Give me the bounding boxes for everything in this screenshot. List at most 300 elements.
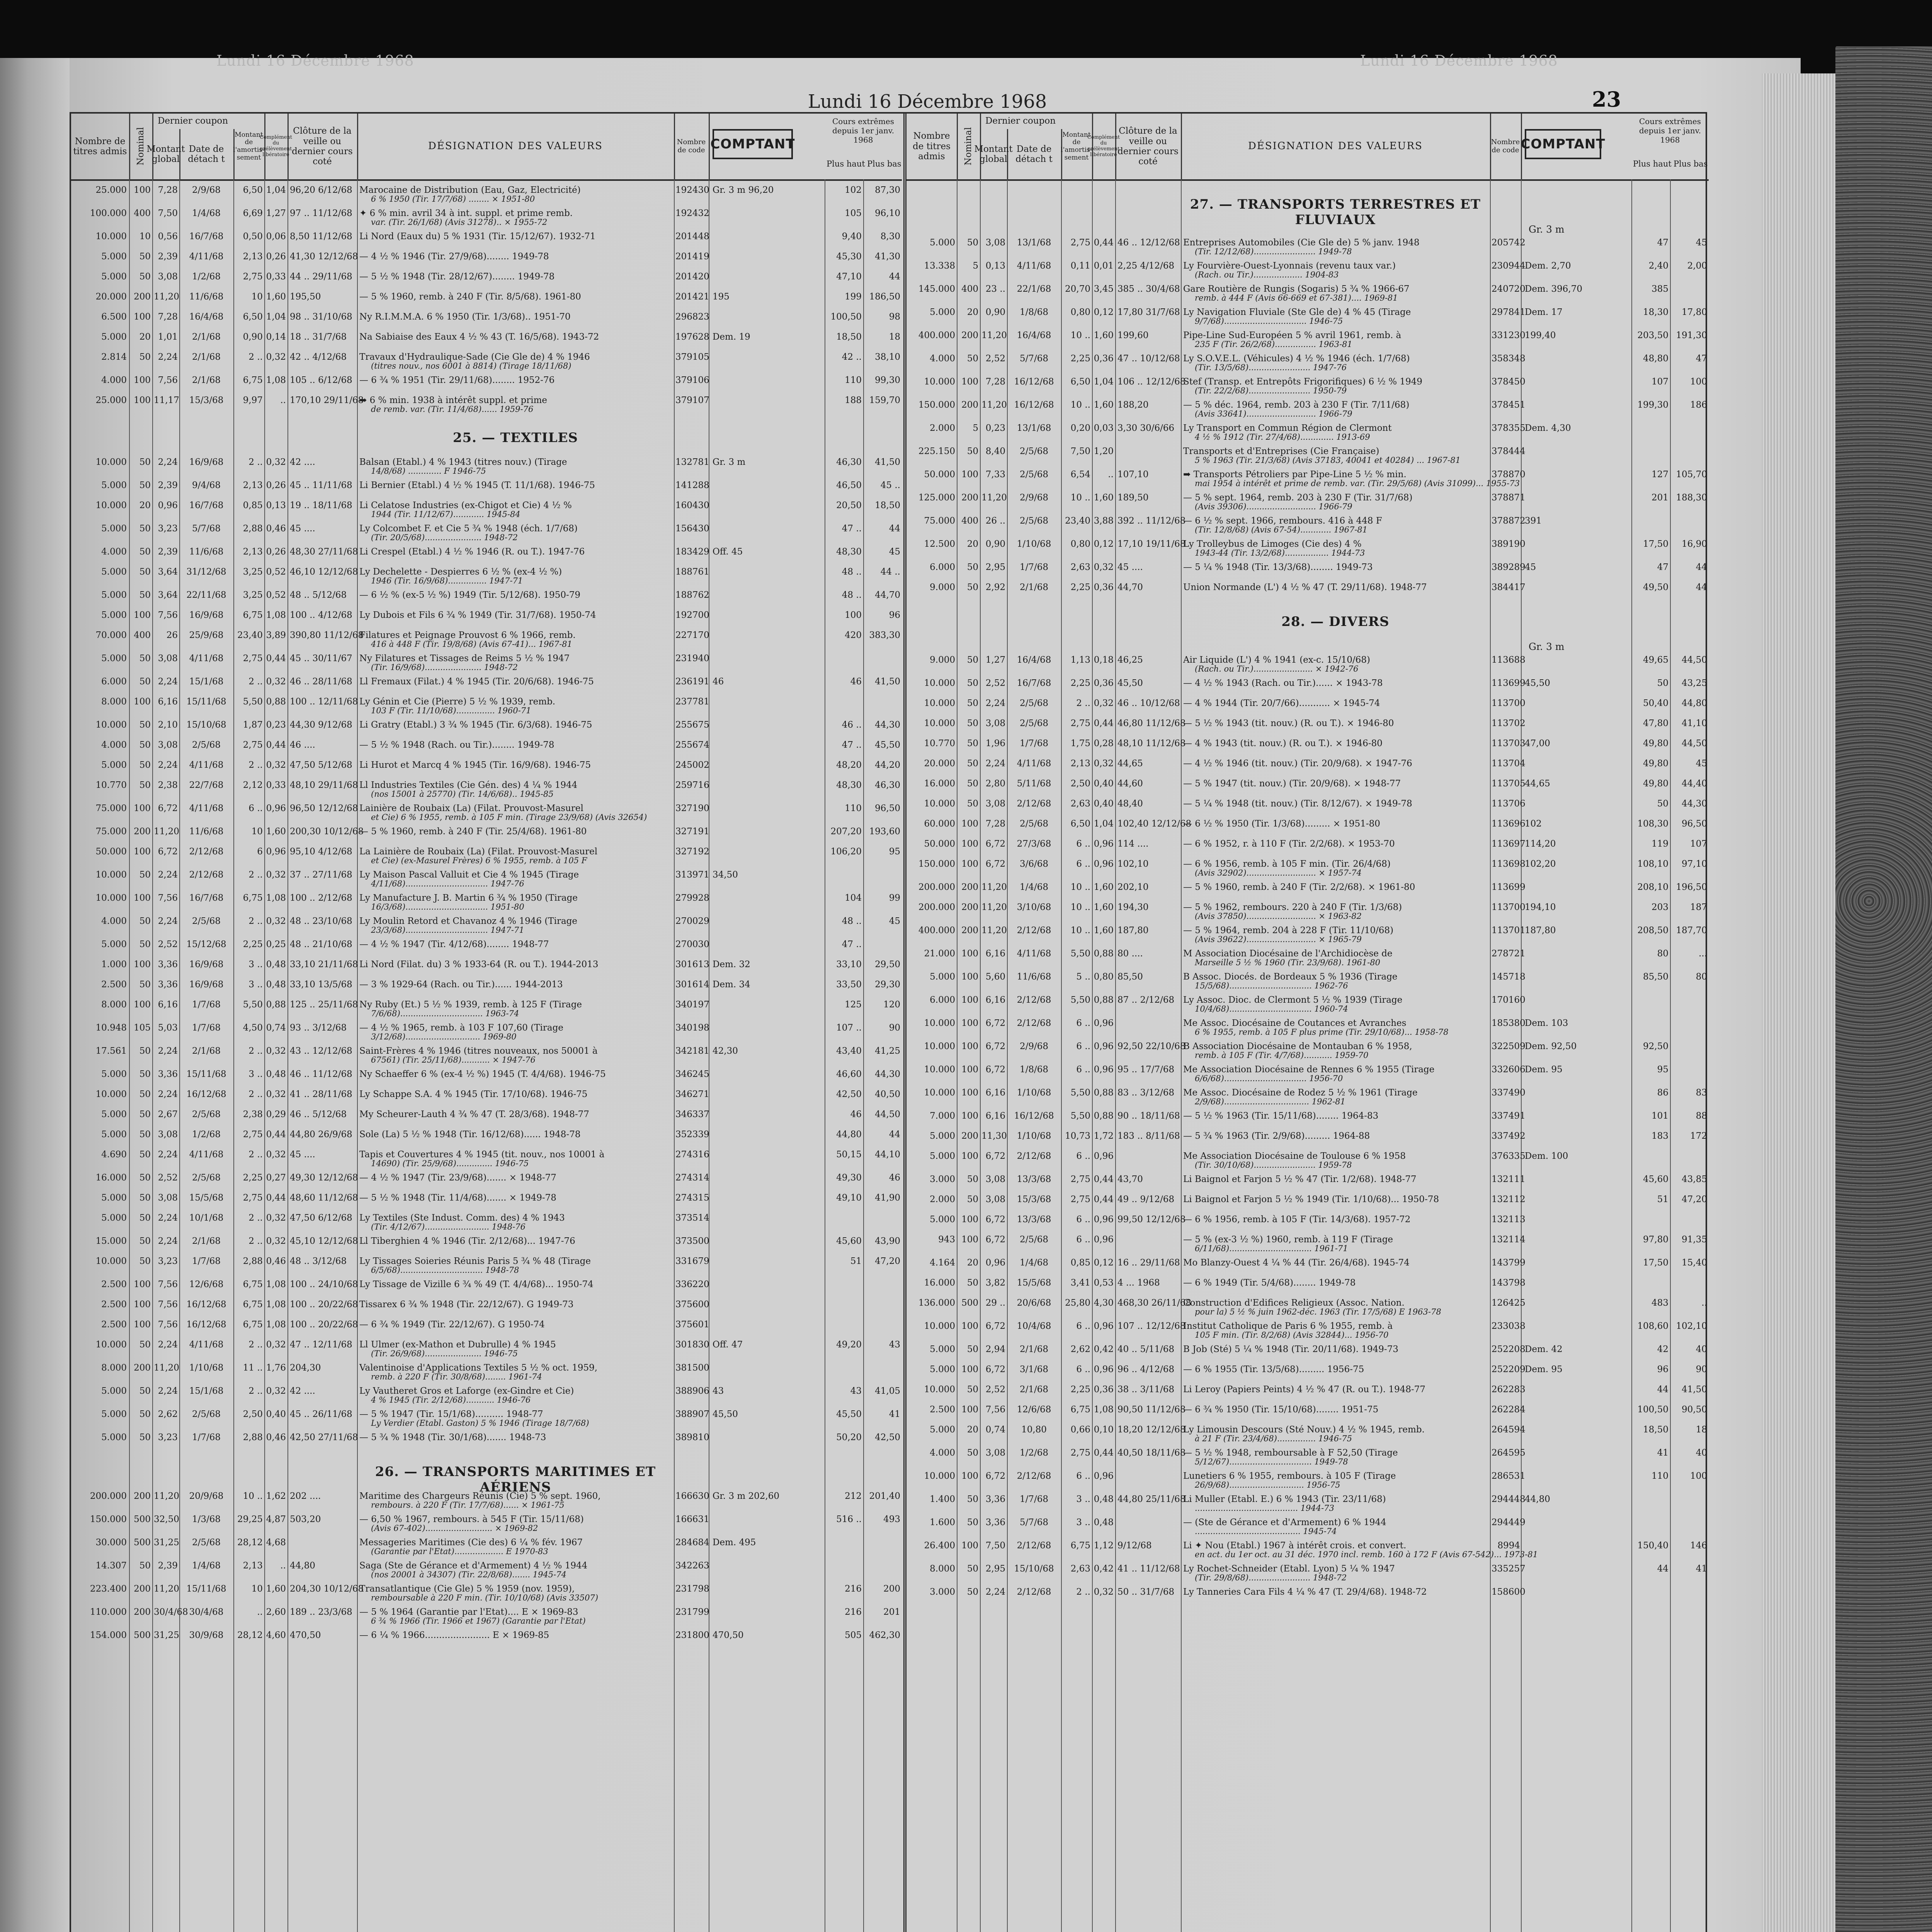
cloture-price: 390,80 11/12/68 [290,630,364,640]
comptant-price: 195 [713,292,730,302]
cloture-price: 40 .. 5/11/68 [1117,1344,1175,1354]
code-number: 188762 [675,590,709,600]
cloture-price: 44,70 [1117,582,1143,592]
nominal-value: 50 [139,457,151,467]
plus-bas: 91,35 [1682,1235,1707,1245]
prelevement-amount: 1,60 [1094,400,1114,410]
quotation-row [71,567,902,590]
plus-bas: 90,50 [1682,1405,1707,1415]
quotation-row [906,779,1709,799]
code-number: 113698 [1492,859,1526,869]
cloture-price: 41 .. 11/12/68 [1117,1564,1180,1574]
coupon-amount: 2,62 [158,1409,178,1419]
quotation-row [906,925,1709,949]
coupon-amount: 0,96 [985,1258,1005,1268]
plus-bas: 200 [883,1584,900,1594]
coupon-date: 16/12/68 [1014,400,1054,410]
plus-haut: 199,30 [1637,400,1668,410]
amortissement-amount: 5,50 [1070,1088,1090,1098]
coupon-amount: 29 .. [985,1298,1005,1308]
titres-count: 3.000 [930,1174,955,1184]
security-designation: — 6 ½ % (ex-5 ½ %) 1949 (Tir. 5/12/68). 1950-79 [359,590,581,600]
plus-bas: 29,50 [875,959,900,969]
security-designation-continued: 1946 (Tir. 16/9/68)............... 1947-71 [371,576,523,585]
coupon-date: 1/4/68 [1019,1258,1049,1268]
plus-haut: 208,50 [1637,925,1668,935]
cloture-price: 45 .. 30/11/67 [290,653,352,663]
coupon-date: 16/12/68 [1014,1111,1054,1121]
security-designation: Marocaine de Distribution (Eau, Gaz, Electricité) [359,185,581,195]
coupon-amount: 6,72 [985,1018,1005,1028]
security-designation: — 5 % 1964, remb. 204 à 228 F (Tir. 11/10/68) [1183,925,1394,935]
code-number: 197628 [675,332,709,342]
coupon-amount: 0,90 [985,539,1005,549]
coupon-date: 4/11/68 [1017,261,1051,271]
security-designation: — 6 % 1955 (Tir. 13/5/68)......... 1956-75 [1183,1364,1364,1374]
header-cloture [1115,114,1182,179]
coupon-date: 16/12/68 [186,1320,226,1330]
plus-haut: 183 [1651,1131,1668,1141]
quotation-row [906,972,1709,995]
nominal-value: 100 [134,1299,151,1310]
security-designation: Ly Textiles (Ste Indust. Comm. des) 4 % 1943 [359,1213,565,1223]
coupon-date: 16/7/68 [1017,678,1051,688]
prelevement-amount: 1,60 [266,1584,286,1594]
coupon-amount: 7,56 [158,610,178,620]
plus-haut: 216 [845,1607,862,1617]
code-number: 274316 [675,1150,709,1160]
header-date-detach [179,129,235,179]
security-designation: Tissarex 6 ¾ % 1948 (Tir. 22/12/67). G 1949-73 [359,1299,574,1310]
amortissement-amount: 2,75 [243,1129,263,1139]
plus-bas: 18,50 [875,500,900,510]
prelevement-amount: 0,96 [1094,859,1114,869]
security-designation: Tapis et Couvertures 4 % 1945 (tit. nouv., nos 10001 à [359,1150,605,1160]
quotation-row [906,1344,1709,1364]
plus-bas: 159,70 [869,395,900,405]
security-designation: — 5 % 1962, rembours. 220 à 240 F (Tir. 1/3/68) [1183,902,1402,912]
quotation-row [906,1321,1709,1344]
nominal-value: 50 [139,1409,151,1419]
code-number: 201421 [675,292,709,302]
titres-count: 10.000 [924,1088,955,1098]
cloture-price: 45,50 [1117,678,1143,688]
nominal-value: 50 [967,1278,978,1288]
coupon-amount: 26 [166,630,178,640]
security-designation-continued: et Cie) 6 % 1955, remb. à 105 F min. (Tirage 23/9/68) (Avis 32654) [371,813,647,822]
plus-bas: 40 [1696,1344,1707,1354]
security-designation-continued: (Avis 39306)........................... 1966-79 [1195,502,1352,511]
plus-bas: 44 [1696,562,1707,572]
security-designation: — 5 % 1964 (Garantie par l'Etat).... E × 1969-83 [359,1607,578,1617]
cloture-price: 96,50 12/12/68 [290,803,358,813]
amortissement-amount: 2,75 [243,1193,263,1203]
cloture-price: 90,50 11/12/68 [1117,1405,1186,1415]
coupon-amount: 2,39 [158,547,178,557]
quotation-row [906,949,1709,972]
cloture-price: 41,30 12/12/68 [290,252,358,262]
code-number: 158600 [1492,1587,1526,1597]
coupon-amount: 7,56 [158,1299,178,1310]
nominal-value: 20 [139,500,151,510]
cloture-price: 45 .. 26/11/68 [290,1409,352,1419]
coupon-amount: 7,56 [158,1279,178,1289]
plus-bas: 383,30 [869,630,900,640]
nominal-value: 50 [139,1069,151,1079]
quotation-row [906,1494,1709,1517]
coupon-date: 2/5/68 [192,740,221,750]
security-designation: Gare Routière de Rungis (Sogaris) 5 ¾ % 1966-67 [1183,284,1410,294]
nominal-value: 500 [961,1298,978,1308]
quotation-row [71,630,902,653]
security-designation: — 6 ¼ % 1966....................... E × 1969-85 [359,1630,549,1640]
prelevement-amount: 0,23 [266,720,286,730]
coupon-amount: 7,28 [985,377,1005,387]
comptant-price: 194,10 [1525,902,1556,912]
coupon-amount: 3,08 [985,718,1005,728]
titres-count: 10.000 [95,893,127,903]
coupon-date: 16/9/68 [189,959,224,969]
coupon-date: 1/10/68 [189,1363,224,1373]
security-designation: Stef (Transp. et Entrepôts Frigorifiques) 6 ½ % 1949 [1183,377,1423,387]
amortissement-amount: 2,75 [243,653,263,663]
amortissement-amount: 2 .. [248,1046,263,1056]
comptant-price: 199,40 [1525,330,1556,340]
header-plus-bas: Plus bas [1673,159,1708,168]
coupon-date: 10/1/68 [189,1213,224,1223]
security-designation-continued: 105 F min. (Tir. 8/2/68) (Avis 32844)... 1956-70 [1195,1330,1389,1340]
quotation-row [906,1517,1709,1541]
titres-count: 10.000 [95,231,127,242]
plus-bas: 44,50 [1682,738,1707,748]
quotation-row [71,1256,902,1279]
amortissement-amount: 2,25 [1070,1384,1090,1395]
amortissement-amount: 3 .. [1076,1517,1090,1527]
titres-count: 10.000 [95,1340,127,1350]
coupon-date: 2/5/68 [1019,718,1049,728]
nominal-value: 100 [134,847,151,857]
security-designation: Na Sabiaise des Eaux 4 ½ % 43 (T. 16/5/68). 1943-72 [359,332,599,342]
cloture-price: 2,25 4/12/68 [1117,261,1175,271]
nominal-value: 20 [967,539,978,549]
code-number: 145718 [1492,972,1526,982]
titres-count: 16.000 [95,1173,127,1183]
plus-haut: 100,50 [1637,1405,1668,1415]
header-designation-label: DÉSIGNATION DES VALEURS [428,140,603,152]
titres-count: 5.000 [101,332,127,342]
nominal-value: 50 [139,1193,151,1203]
titres-count: 9.000 [930,655,955,665]
coupon-amount: 31,25 [154,1537,179,1548]
titres-count: 20.000 [95,292,127,302]
cloture-price: 83 .. 3/12/68 [1117,1088,1175,1098]
coupon-amount: 7,56 [158,375,178,385]
coupon-date: 12/6/68 [189,1279,224,1289]
nominal-value: 100 [961,469,978,480]
plus-bas: 187,70 [1676,925,1707,935]
nominal-value: 100 [961,859,978,869]
coupon-date: 2/12/68 [1017,1541,1051,1551]
amortissement-amount: 2,25 [1070,582,1090,592]
amortissement-amount: 6 .. [1076,1041,1090,1051]
security-designation: Ly Transport en Commun Région de Clermont [1183,423,1392,433]
quotation-row [906,799,1709,819]
comptant-price: 187,80 [1525,925,1556,935]
plus-bas: 45 [889,547,900,557]
coupon-date: 15/3/68 [189,395,224,405]
quotation-row [71,590,902,610]
coupon-date: 15/10/68 [186,720,226,730]
amortissement-amount: 2 .. [248,760,263,770]
coupon-date: 2/12/68 [1017,1587,1051,1597]
code-number: 132111 [1492,1174,1526,1184]
titres-count: 13.338 [924,261,955,271]
amortissement-amount: 1,13 [1070,655,1090,665]
comptant-price: Dem. 95 [1525,1065,1563,1075]
header-code-label: Nombre de code [677,138,706,154]
code-number: 378450 [1492,377,1526,387]
coupon-date: 2/12/68 [1017,1471,1051,1481]
comptant-price: 44,80 [1525,1494,1550,1504]
prelevement-amount: 0,32 [1094,698,1114,708]
amortissement-amount: 2,88 [243,524,263,534]
nominal-value: 100 [134,697,151,707]
coupon-amount: 7,50 [158,208,178,218]
plus-bas: 44,70 [875,590,900,600]
nominal-value: 50 [139,590,151,600]
security-designation: — 6 % 1956, remb. à 105 F (Tir. 14/3/68). 1957-72 [1183,1214,1411,1225]
security-designation: — 5 ½ % 1948 (Rach. ou Tir.)........ 1949-78 [359,740,554,750]
comptant-price: Dem. 19 [713,332,750,342]
plus-haut: 17,50 [1643,1258,1668,1268]
amortissement-amount: 10 .. [1070,902,1090,912]
plus-bas: 80 [1696,972,1707,982]
plus-bas: 100 [1690,377,1707,387]
titres-count: 6.000 [930,995,955,1005]
amortissement-amount: 2 .. [248,1386,263,1396]
plus-haut: 9,40 [842,231,862,242]
code-number: 264594 [1492,1425,1526,1435]
prelevement-amount: .. [280,1561,286,1571]
plus-bas: 45,50 [875,740,900,750]
security-designation: Valentinoise d'Applications Textiles 5 ½ % oct. 1959, [359,1363,598,1373]
quotation-row [906,995,1709,1018]
coupon-amount: 2,52 [985,354,1005,364]
header-cours-extremes: Cours extrêmes depuis 1er janv. 1968 [1639,117,1701,145]
header-date-detach-label: Date de détach t [1015,144,1053,164]
coupon-amount: 2,24 [985,698,1005,708]
plus-bas: 100 [1690,1471,1707,1481]
prelevement-amount: 0,32 [266,870,286,880]
security-designation-continued: 1944 (Tir. 11/12/67)............ 1945-84 [371,510,520,519]
header-dernier-coupon: Dernier coupon [985,116,1056,126]
security-designation: — 5 % 1947 (Tir. 15/1/68).......... 1948-77 [359,1409,543,1419]
nominal-value: 50 [967,1587,978,1597]
plus-bas: 90 [889,1023,900,1033]
plus-haut: 49,30 [836,1173,862,1183]
titres-count: 4.000 [101,375,127,385]
quotation-row [906,655,1709,678]
cloture-price: 45 .... [290,524,315,534]
amortissement-amount: 6,54 [1070,469,1090,480]
coupon-date: 16/9/68 [189,457,224,467]
header-code [674,114,710,179]
security-designation-continued: 4/11/68)................................ 1947-76 [371,879,524,888]
code-number: 132781 [675,457,709,467]
amortissement-amount: 10 [251,827,263,837]
code-number: 388906 [675,1386,709,1396]
code-number: 332606 [1492,1065,1526,1075]
titres-count: 200.000 [90,1491,127,1501]
nominal-value: 50 [139,1089,151,1099]
security-designation: Me Assoc. Diocésaine de Rodez 5 ½ % 1961 (Tirage [1183,1088,1418,1098]
security-designation: Ly Manufacture J. B. Martin 6 ¾ % 1950 (Tirage [359,893,578,903]
plus-bas: 44,80 [1682,698,1707,708]
coupon-amount: 3,23 [158,524,178,534]
comptant-price: Dem. 95 [1525,1364,1563,1374]
coupon-date: 30/9/68 [189,1630,224,1640]
code-number: 327190 [675,803,709,813]
coupon-amount: 2,39 [158,480,178,490]
titres-count: 5.000 [930,1425,955,1435]
amortissement-amount: 2,75 [243,272,263,282]
cloture-price: 42,50 27/11/68 [290,1432,358,1442]
nominal-value: 50 [967,1344,978,1354]
prelevement-amount: 0,88 [1094,949,1114,959]
coupon-amount: 3,08 [158,740,178,750]
header-cloture-label: Clôture de la veille ou dernier cours coté [292,126,353,167]
prelevement-amount: 1,60 [266,292,286,302]
security-designation: Me Assoc. Diocésaine de Coutances et Avranches [1183,1018,1406,1028]
amortissement-amount: 6,50 [243,312,263,322]
amortissement-amount: 7,50 [1070,446,1090,456]
plus-bas: 193,60 [869,827,900,837]
cloture-price: 96 .. 4/12/68 [1117,1364,1175,1374]
coupon-date: 16/4/68 [1017,655,1051,665]
plus-haut: 48,80 [1643,354,1668,364]
coupon-date: 15/11/68 [186,1069,226,1079]
nominal-value: 50 [967,582,978,592]
nominal-value: 50 [139,524,151,534]
quotation-row [71,827,902,847]
quotation-row [71,547,902,567]
quotation-row [71,524,902,547]
quotation-row [906,1174,1709,1194]
coupon-amount: 7,33 [985,469,1005,480]
titres-count: 50.000 [924,469,955,480]
plus-bas: 96,10 [875,208,900,218]
coupon-amount: 1,27 [985,655,1005,665]
coupon-date: 13/1/68 [1017,423,1051,433]
amortissement-amount: 3,25 [243,590,263,600]
security-designation-continued: ......................................... 1945-74 [1195,1527,1337,1536]
comptant-price: 47,00 [1525,738,1550,748]
prelevement-amount: 0,44 [266,653,286,663]
header-prelevement [260,114,292,179]
security-designation: B Assoc. Diocés. de Bordeaux 5 % 1936 (Tirage [1183,972,1398,982]
coupon-date: 22/7/68 [189,780,224,790]
security-designation: Ny Ruby (Et.) 5 ½ % 1939, remb. à 125 F (Tirage [359,1000,582,1010]
quotation-row [906,446,1709,469]
code-number: 342181 [675,1046,709,1056]
code-number: 188761 [675,567,709,577]
cloture-price: 45 .. 11/11/68 [290,480,352,490]
right-rows [906,181,1709,1932]
titres-count: 1.400 [930,1494,955,1504]
plus-bas: 45 [1696,238,1707,248]
prelevement-amount: 0,44 [1094,238,1114,248]
plus-haut: 50,15 [836,1150,862,1160]
plus-haut: 102 [845,185,862,195]
coupon-amount: 6,16 [985,1111,1005,1121]
coupon-date: 1/10/68 [1017,539,1051,549]
prelevement-amount: 0,03 [1094,423,1114,433]
coupon-date: 2/5/68 [1019,819,1049,829]
security-designation: La Lainière de Roubaix (La) (Filat. Prouvost-Masurel [359,847,598,857]
coupon-date: 1/8/68 [1019,1065,1049,1075]
coupon-date: 1/4/68 [1019,882,1049,892]
security-designation: Ll Ulmer (ex-Mathon et Dubrulle) 4 % 1945 [359,1340,556,1350]
titres-count: 5.000 [101,590,127,600]
security-designation: Ly Tissages Soieries Réunis Paris 5 ¾ % 48 (Tirage [359,1256,591,1266]
code-number: 231798 [675,1584,709,1594]
prelevement-amount: 0,53 [1094,1278,1114,1288]
nominal-value: 50 [139,1046,151,1056]
cloture-price: 90 .. 18/11/68 [1117,1111,1180,1121]
security-designation: Pipe-Line Sud-Européen 5 % avril 1961, remb. à [1183,330,1401,340]
cloture-price: 42 .... [290,1386,315,1396]
code-number: 331230 [1492,330,1526,340]
quotation-row [71,1491,902,1514]
plus-bas: 146 [1690,1541,1707,1551]
cloture-price: 46 .. 12/12/68 [1117,238,1180,248]
plus-bas: 15,40 [1682,1258,1707,1268]
code-number: 113704 [1492,759,1526,769]
nominal-value: 50 [967,1564,978,1574]
security-designation: ➡ Transports Pétroliers par Pipe-Line 5 ½ % min. [1183,469,1406,480]
coupon-amount: 6,16 [158,697,178,707]
cloture-price: 468,30 26/11/68 [1117,1298,1192,1308]
quotation-row [71,1193,902,1213]
prelevement-amount: 0,96 [1094,1235,1114,1245]
code-number: 113699 [1492,882,1526,892]
prelevement-amount: 1,08 [266,610,286,620]
amortissement-amount: 6,50 [1070,819,1090,829]
security-designation: Li Muller (Etabl. E.) 6 % 1943 (Tir. 23/11/68) [1183,1494,1386,1504]
amortissement-amount: 3,25 [243,567,263,577]
coupon-amount: 2,52 [985,1384,1005,1395]
security-designation: — 5 ¼ % 1948 (tit. nouv.) (Tir. 8/12/67). × 1949-78 [1183,799,1412,809]
security-designation: Maritime des Chargeurs Réunis (Cie) 5 % sept. 1960, [359,1491,601,1501]
titres-count: 10.000 [924,377,955,387]
security-designation-continued: 3/12/68)............................. 1969-80 [371,1032,517,1041]
coupon-date: 1/7/68 [192,1432,221,1442]
security-designation-continued: 23/3/68)................................ 1947-71 [371,925,524,935]
plus-haut: 49,80 [1643,779,1668,789]
prelevement-amount: 0,12 [1094,1258,1114,1268]
titres-count: 75.000 [95,827,127,837]
header-prelevement-label: Complément du prélèvement libératoire [260,134,292,158]
coupon-amount: 2,24 [158,1236,178,1246]
plus-bas: 44 [889,1129,900,1139]
amortissement-amount: 2 .. [248,1213,263,1223]
titres-count: 110.000 [90,1607,127,1617]
nominal-value: 50 [967,1194,978,1204]
coupon-date: 15/5/68 [1017,1278,1051,1288]
security-designation-continued: de remb. var. (Tir. 11/4/68)...... 1959-76 [371,405,534,414]
coupon-date: 2/5/68 [1019,1235,1049,1245]
titres-count: 150.000 [918,400,955,410]
